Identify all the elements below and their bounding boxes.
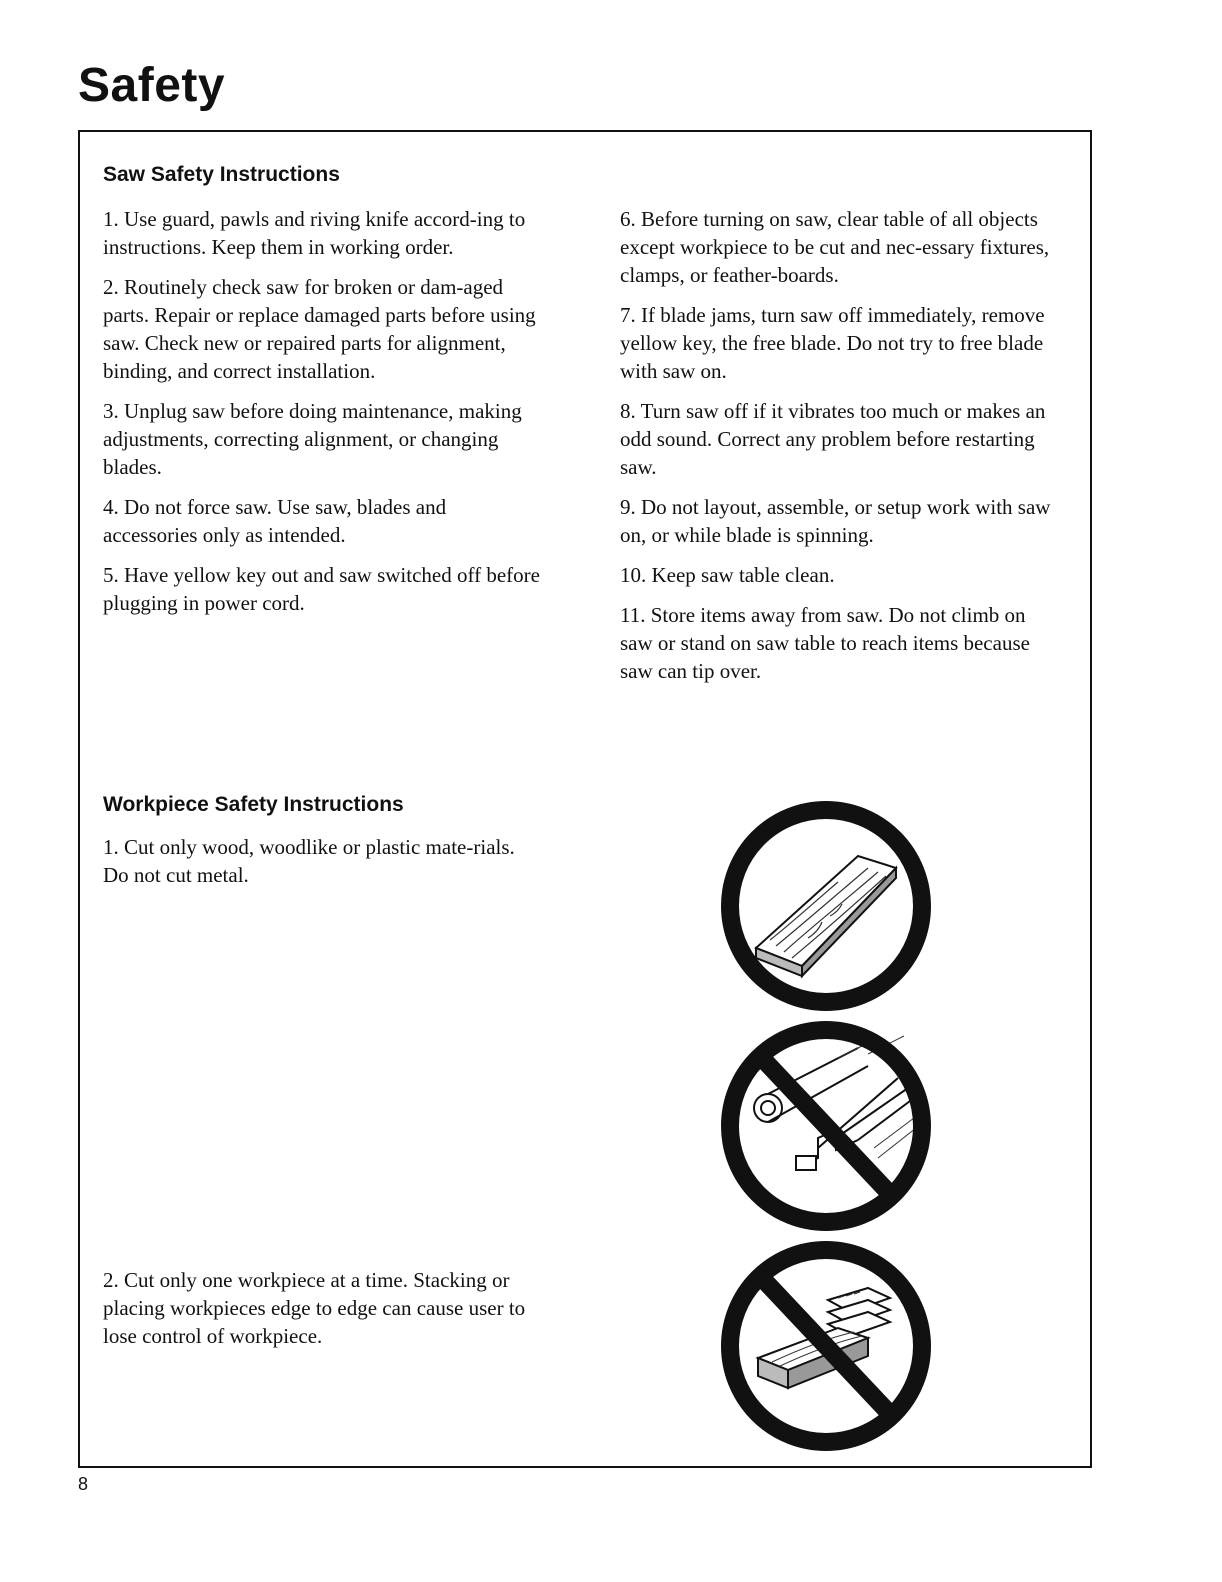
saw-instruction-9: 9. Do not layout, assemble, or setup work with saw on, or while blade is spinning.: [620, 495, 1051, 547]
saw-safety-heading: Saw Safety Instructions: [103, 163, 340, 186]
saw-instruction-8: 8. Turn saw off if it vibrates too much or makes an odd sound. Correct any problem before restarting saw.: [620, 399, 1046, 479]
metal-prohibited-icon: [718, 1018, 934, 1234]
saw-instruction-2: 2. Routinely check saw for broken or dam-aged parts. Repair or replace damaged parts before using saw. Check new or repaired parts for alignment, binding, and correct installation.: [103, 275, 536, 383]
saw-instruction-4: 4. Do not force saw. Use saw, blades and accessories only as intended.: [103, 495, 447, 547]
saw-instruction-10: 10. Keep saw table clean.: [620, 563, 835, 587]
saw-instruction-7: 7. If blade jams, turn saw off immediately, remove yellow key, the free blade. Do not try to free blade with saw on.: [620, 303, 1045, 383]
workpiece-instruction-1: 1. Cut only wood, woodlike or plastic mate-rials. Do not cut metal.: [103, 835, 515, 887]
wood-board-allowed-icon: [718, 798, 934, 1014]
workpiece-instruction-1-block: [103, 833, 543, 901]
saw-instruction-5: 5. Have yellow key out and saw switched off before plugging in power cord.: [103, 563, 540, 615]
saw-instruction-11: 11. Store items away from saw. Do not climb on saw or stand on saw table to reach items because saw can tip over.: [620, 603, 1030, 683]
workpiece-instruction-2-block: [103, 1266, 543, 1362]
stacked-workpieces-prohibited-icon: [718, 1238, 934, 1454]
page-number: 8: [78, 1474, 89, 1494]
saw-instruction-1: 1. Use guard, pawls and riving knife accord-ing to instructions. Keep them in working order.: [103, 207, 526, 259]
workpiece-instruction-2: 2. Cut only one workpiece at a time. Stacking or placing workpieces edge to edge can cause user to lose control of workpiece.: [103, 1268, 526, 1348]
saw-safety-right-column: [620, 205, 1060, 697]
workpiece-safety-heading: Workpiece Safety Instructions: [103, 793, 404, 816]
saw-instruction-6: 6. Before turning on saw, clear table of all objects except workpiece to be cut and nec-essary fixtures, clamps, or feather-boards.: [620, 207, 1050, 287]
saw-safety-left-column: [103, 205, 543, 629]
saw-instruction-3: 3. Unplug saw before doing maintenance, making adjustments, correcting alignment, or changing blades.: [103, 399, 522, 479]
page-title: Safety: [78, 59, 226, 112]
